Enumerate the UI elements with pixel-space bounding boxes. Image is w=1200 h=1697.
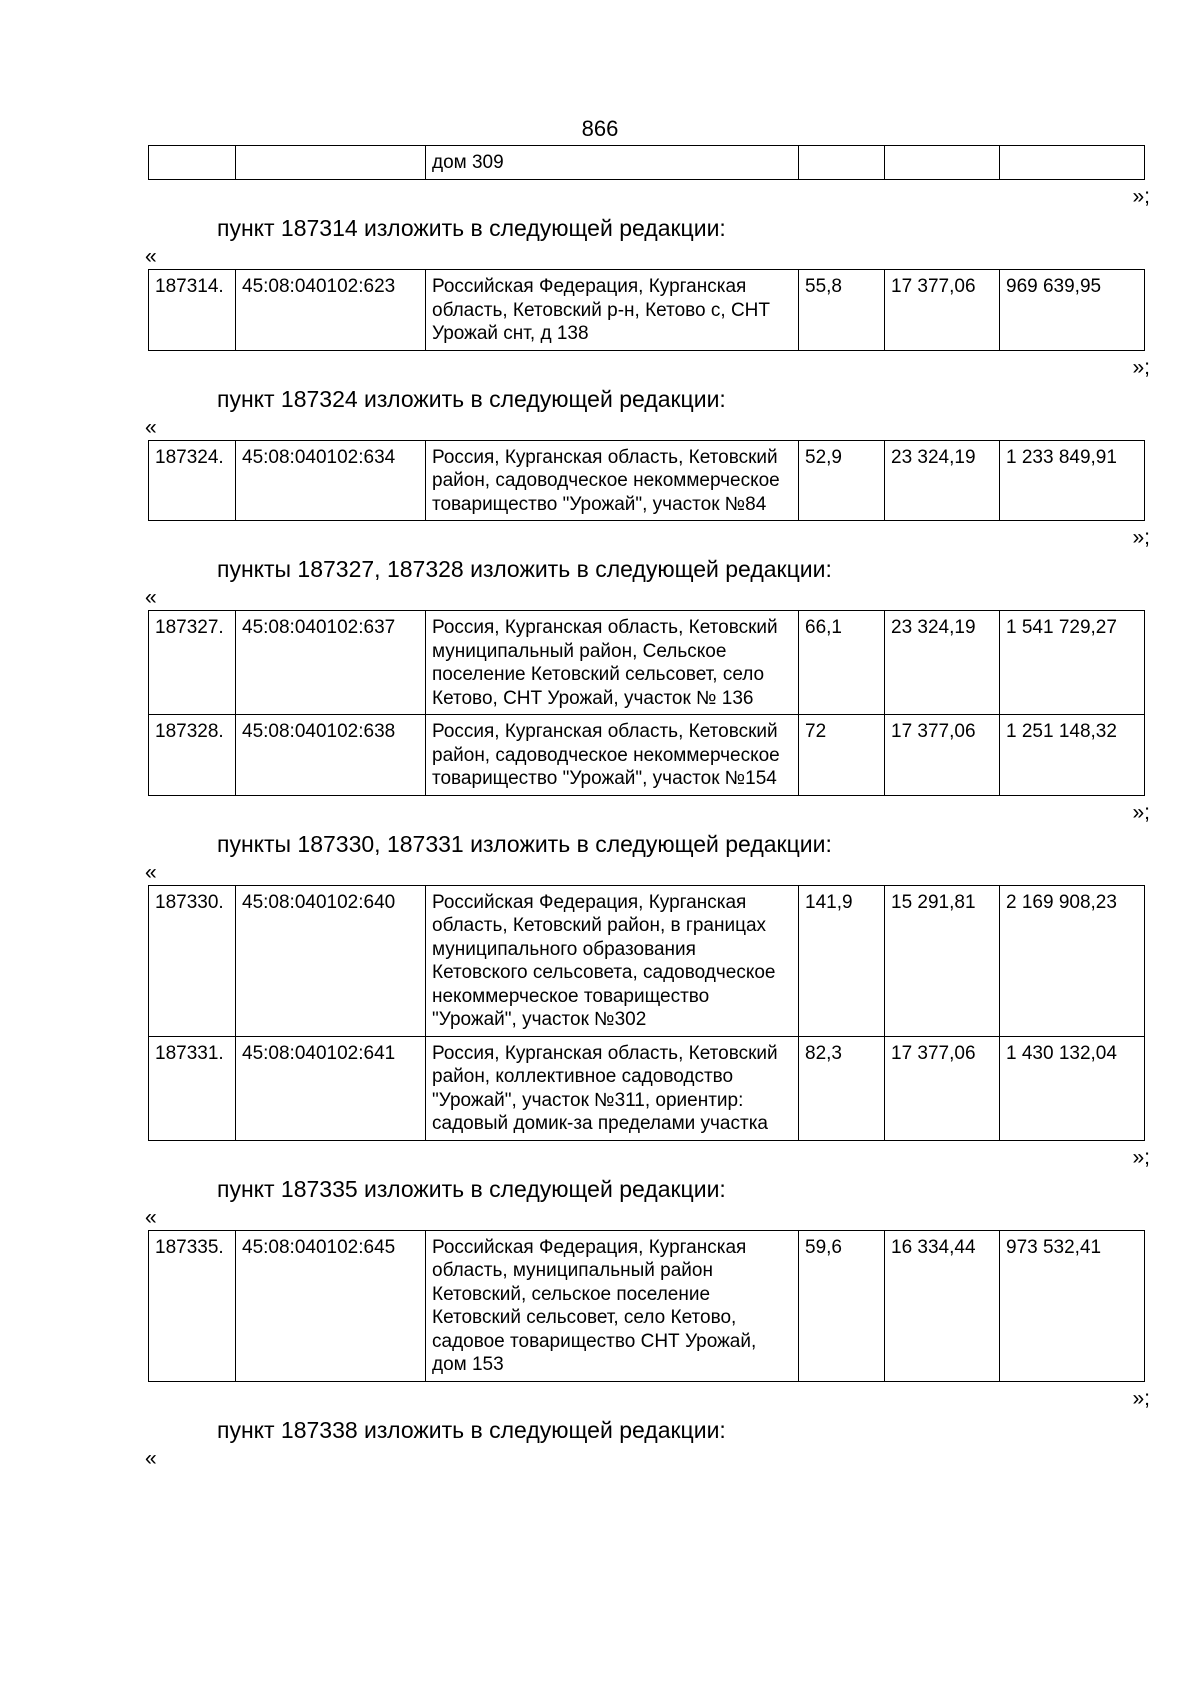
cell-specific-value: 16 334,44: [885, 1230, 1000, 1381]
continuation-table: [148, 145, 1145, 180]
cell-cadastral-number: 45:08:040102:637: [236, 611, 426, 715]
closing-quote: »;: [1132, 185, 1150, 208]
opening-quote: «: [145, 860, 157, 884]
section-heading: пункт 187338 изложить в следующей редакции:: [217, 1416, 726, 1443]
cell-number: 187314.: [149, 270, 236, 351]
cell-specific-value: 23 324,19: [885, 440, 1000, 521]
cell-cadastral-number: 45:08:040102:638: [236, 715, 426, 796]
registry-table: [148, 610, 1145, 796]
table-row: [149, 1036, 1145, 1140]
opening-quote: «: [145, 415, 157, 439]
cell-specific-value: 17 377,06: [885, 715, 1000, 796]
registry-table: [148, 440, 1145, 522]
page-number: 866: [581, 116, 619, 141]
cell-address: дом 309: [426, 146, 799, 180]
section-heading: пункт 187314 изложить в следующей редакции:: [217, 215, 726, 241]
cell-cadastral-number: 45:08:040102:623: [236, 270, 426, 351]
closing-quote: »;: [1132, 526, 1150, 549]
cell-area: 141,9: [799, 885, 885, 1036]
cell-cadastral-value: 969 639,95: [1000, 270, 1145, 351]
cell-address: Российская Федерация, Курганская область, Кетовский р-н, Кетово с, СНТ Урожай снт, д 138: [426, 270, 799, 351]
closing-quote: »;: [1132, 800, 1150, 824]
section-heading: пункт 187335 изложить в следующей редакции:: [217, 1175, 726, 1202]
cell-cadastral-value: 1 541 729,27: [1000, 611, 1145, 715]
cell-area: 82,3: [799, 1036, 885, 1140]
section-heading: пункты 187327, 187328 изложить в следующей редакции:: [217, 556, 832, 582]
cell-area: 72: [799, 715, 885, 796]
cell-cadastral-number: [236, 146, 426, 180]
table-row: [149, 611, 1145, 715]
closing-quote: »;: [1132, 1145, 1150, 1169]
table-row: [149, 270, 1145, 351]
cell-area: 59,6: [799, 1230, 885, 1381]
opening-quote: «: [145, 245, 157, 268]
table-row: [149, 440, 1145, 521]
closing-quote: »;: [1132, 355, 1150, 379]
closing-quote: »;: [1132, 1386, 1150, 1410]
cell-specific-value: 15 291,81: [885, 885, 1000, 1036]
table-row: [149, 146, 1145, 180]
cell-specific-value: 17 377,06: [885, 270, 1000, 351]
section-heading: пункты 187330, 187331 изложить в следующей редакции:: [217, 830, 832, 857]
cell-number: 187330.: [149, 885, 236, 1036]
opening-quote: «: [145, 586, 157, 609]
cell-cadastral-number: 45:08:040102:641: [236, 1036, 426, 1140]
table-row: [149, 1230, 1145, 1381]
registry-table: [148, 269, 1145, 351]
cell-address: Российская Федерация, Курганская область, муниципальный район Кетовский, сельское поселение Кетовский сельсовет, село Кетово, садовое товарищество СНТ Урожай, дом 153: [426, 1230, 799, 1381]
cell-area: 52,9: [799, 440, 885, 521]
cell-cadastral-value: [1000, 146, 1145, 180]
table-row: [149, 885, 1145, 1036]
cell-number: 187335.: [149, 1230, 236, 1381]
cell-cadastral-number: 45:08:040102:640: [236, 885, 426, 1036]
cell-number: 187324.: [149, 440, 236, 521]
opening-quote: «: [145, 1205, 157, 1229]
cell-specific-value: 23 324,19: [885, 611, 1000, 715]
cell-specific-value: [885, 146, 1000, 180]
cell-area: 66,1: [799, 611, 885, 715]
cell-cadastral-value: 1 430 132,04: [1000, 1036, 1145, 1140]
opening-quote: «: [145, 1446, 157, 1470]
cell-cadastral-number: 45:08:040102:645: [236, 1230, 426, 1381]
cell-cadastral-value: 2 169 908,23: [1000, 885, 1145, 1036]
section-heading: пункт 187324 изложить в следующей редакции:: [217, 385, 726, 412]
registry-table: [148, 885, 1145, 1141]
cell-address: Россия, Курганская область, Кетовский район, садоводческое некоммерческое товарищество "Урожай", участок №154: [426, 715, 799, 796]
cell-address: Россия, Курганская область, Кетовский район, коллективное садоводство "Урожай", участок №311, ориентир: садовый домик-за пределами участка: [426, 1036, 799, 1140]
cell-number: [149, 146, 236, 180]
cell-area: [799, 146, 885, 180]
table-row: [149, 715, 1145, 796]
cell-address: Россия, Курганская область, Кетовский муниципальный район, Сельское поселение Кетовский сельсовет, село Кетово, СНТ Урожай, участок № 136: [426, 611, 799, 715]
cell-cadastral-value: 1 251 148,32: [1000, 715, 1145, 796]
cell-specific-value: 17 377,06: [885, 1036, 1000, 1140]
cell-address: Российская Федерация, Курганская область, Кетовский район, в границах муниципального образования Кетовского сельсовета, садоводческое некоммерческое товарищество "Урожай", участок №302: [426, 885, 799, 1036]
cell-cadastral-number: 45:08:040102:634: [236, 440, 426, 521]
cell-cadastral-value: 973 532,41: [1000, 1230, 1145, 1381]
document-body: [145, 145, 1150, 1471]
cell-number: 187327.: [149, 611, 236, 715]
cell-address: Россия, Курганская область, Кетовский район, садоводческое некоммерческое товарищество "Урожай", участок №84: [426, 440, 799, 521]
cell-area: 55,8: [799, 270, 885, 351]
cell-cadastral-value: 1 233 849,91: [1000, 440, 1145, 521]
cell-number: 187331.: [149, 1036, 236, 1140]
registry-table: [148, 1230, 1145, 1382]
cell-number: 187328.: [149, 715, 236, 796]
